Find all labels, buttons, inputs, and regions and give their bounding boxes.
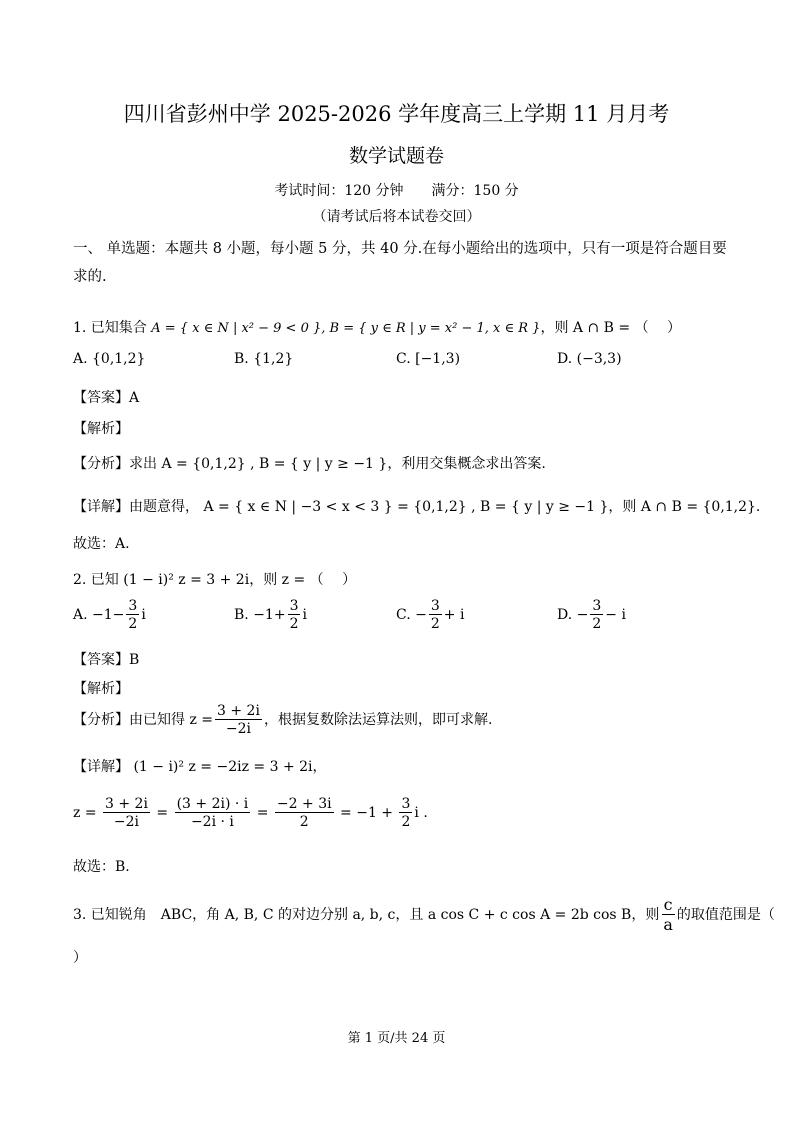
q1-option-b: B. {1,2} <box>234 351 294 367</box>
q2-analysis-label: 【解析】 <box>73 681 129 697</box>
exam-title: 四川省彭州中学 2025-2026 学年度高三上学期 11 月月考 <box>123 102 670 126</box>
q2-option-c: C. − $\frac{3}{2}$ + i <box>396 598 465 632</box>
exam-time: 考试时间：120 分钟 <box>274 183 404 199</box>
q2-option-a-frac: $\frac{3}{2}$ <box>128 598 138 632</box>
q1-fenxi: 【分析】求出 A = {0,1,2} , B = { y | y ≥ −1 }，利用交集概念求出答案. <box>73 456 546 472</box>
q2-answer: 【答案】B <box>73 652 140 668</box>
q2-option-c-frac: $\frac{3}{2}$ <box>430 598 440 632</box>
q2-fenxi-frac: $\frac{3 + 2i}{-2i}$ <box>217 703 260 737</box>
exam-score: 满分：150 分 <box>431 183 519 199</box>
q2-option-d: D. − $\frac{3}{2}$ − i <box>557 598 626 632</box>
q3-stem: 3. 已知锐角 ABC，角 A, B, C 的对边分别 a, b, c，且 a cos C + c cos A = 2b cos B，则 $\frac{c}{a}$ 的取值范围是（ <box>73 895 775 934</box>
q1-option-a: A. {0,1,2} <box>73 351 146 367</box>
page-footer: 第 1 页/共 24 页 <box>347 1031 446 1046</box>
q1-analysis-label: 【解析】 <box>73 421 129 437</box>
q1-stem-prefix: 1. 已知集合 <box>73 320 147 336</box>
q1-option-c: C. [−1,3) <box>396 351 461 367</box>
exam-subtitle: 数学试题卷 <box>348 145 444 167</box>
q1-set-a: A = { x ∈ N | x² − 9 < 0 } <box>151 321 322 336</box>
q2-option-b-frac: $\frac{3}{2}$ <box>289 598 299 632</box>
exam-note: （请考试后将本试卷交回） <box>312 209 481 225</box>
q2-choice: 故选：B. <box>73 859 130 875</box>
q3-stem-end: ） <box>73 950 87 966</box>
q2-calc: z = $\frac{3 + 2i}{-2i}$ = $\frac{(3 + 2i) \cdot i}{-2i \cdot i}$ = $\frac{-2 + 3i}{2}$ = −1 + $\frac{3}{2}$ i . <box>73 796 428 830</box>
q1-stem <box>73 317 681 337</box>
q1-xiangjie: 【详解】由题意得， A = { x ∈ N | −3 < x < 3 } = {0,1,2} , B = { y | y ≥ −1 }，则 A ∩ B = {0,1,2}. <box>73 499 761 515</box>
q2-fenxi: 【分析】由已知得 z = $\frac{3 + 2i}{-2i}$ ，根据复数除法运算法则，即可求解. <box>73 703 493 737</box>
q2-option-a: A. −1− $\frac{3}{2}$ i <box>73 598 146 632</box>
q2-xiangjie: 【详解】 (1 − i)² z = −2iz = 3 + 2i， <box>73 759 327 775</box>
exam-meta <box>0 180 793 200</box>
q2-calc-frac-4: $\frac{3}{2}$ <box>401 796 411 830</box>
q1-set-b: , B = { y ∈ R | y = x² − 1, x ∈ R } <box>321 321 541 336</box>
q1-stem-suffix: ，则 A ∩ B = （ ） <box>540 320 682 336</box>
section-heading: 一、 单选题：本题共 8 小题，每小题 5 分，共 40 分.在每小题给出的选项中，只有一项是符合题目要求的. <box>73 241 727 285</box>
q2-calc-frac-2: $\frac{(3 + 2i) \cdot i}{-2i \cdot i}$ <box>176 796 249 830</box>
q3-frac: $\frac{c}{a}$ <box>663 895 673 934</box>
q1-option-d: D. (−3,3) <box>557 351 622 367</box>
q1-choice: 故选：A. <box>73 536 130 552</box>
q1-answer: 【答案】A <box>73 390 140 406</box>
q2-calc-frac-3: $\frac{-2 + 3i}{2}$ <box>276 796 332 830</box>
q2-option-b: B. −1+ $\frac{3}{2}$ i <box>234 598 307 632</box>
q2-stem: 2. 已知 (1 − i)² z = 3 + 2i，则 z = （ ） <box>73 572 357 588</box>
q2-calc-frac-1: $\frac{3 + 2i}{-2i}$ <box>105 796 148 830</box>
q2-option-d-frac: $\frac{3}{2}$ <box>592 598 602 632</box>
